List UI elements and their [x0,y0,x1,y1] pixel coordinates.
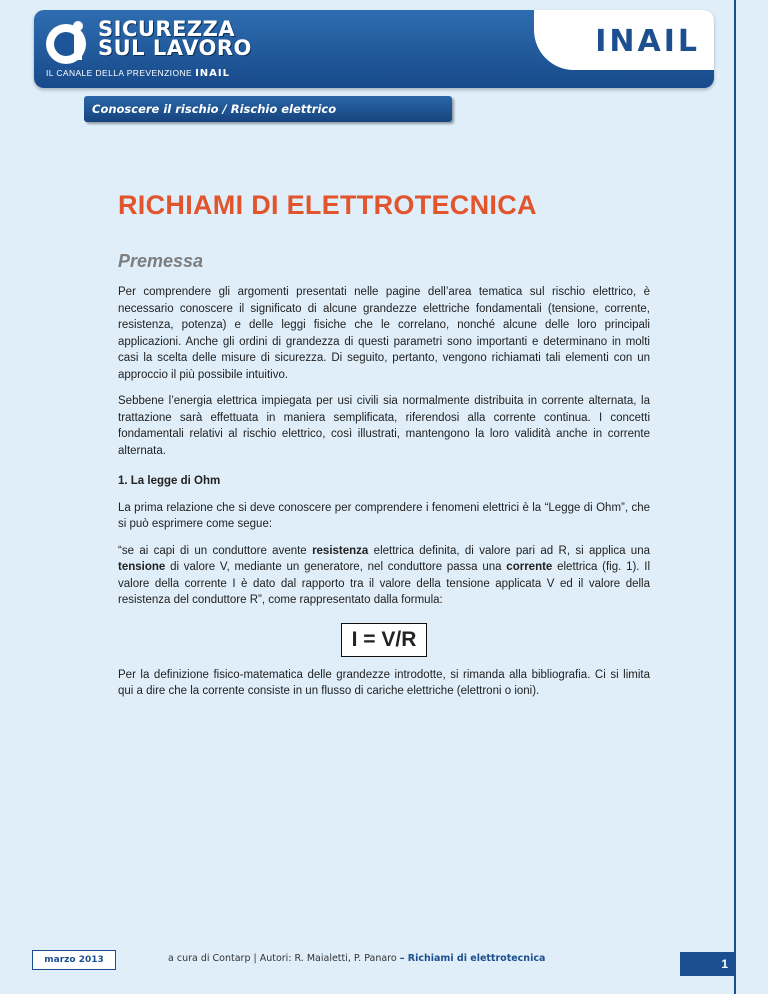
brand-panel [534,10,714,70]
paragraph-bibliografia: Per la definizione fisico-matematica delle grandezze introdotte, si rimanda alla bibliografia. Ci si limita qui a dire che la corrente consiste in un flusso di cariche elettriche (elettroni o ioni). [118,668,650,697]
inail-logo: INAIL [595,24,700,59]
page-border-line [734,0,736,994]
ohm-formula: I = V/R [341,623,428,657]
paragraph-definizione: “se ai capi di un conduttore avente resistenza elettrica definita, di valore pari ad R, si applica una tensione di valore V, mediante un generatore, nel conduttore passa una corrente elettrica (fig. 1). Il valore della corrente I è dato dal rapporto tra il valore della tensione applicata V ed il valore della resistenza del conduttore R”, come rappresentato dalla formula: [118,544,650,606]
section-subtitle: Premessa [118,251,204,271]
section-breadcrumb: Conoscere il rischio / Rischio elettrico [84,96,452,122]
footer-credits: a cura di Contarp | Autori: R. Maialetti, P. Panaro – Richiami di elettrotecnica [168,953,546,964]
footer-date: marzo 2013 [32,950,116,970]
page-title: RICHIAMI DI ELETTROTECNICA [118,190,537,220]
tagline: IL CANALE DELLA PREVENZIONE INAIL [46,68,230,79]
paragraph-legge-ohm-intro: La prima relazione che si deve conoscere per comprendere i fenomeni elettrici è la “Legge di Ohm”, che si può esprimere come segue: [118,501,650,530]
heading-legge-ohm: 1. La legge di Ohm [118,475,221,487]
page-number: 1 [680,952,734,976]
formula-container [118,623,650,657]
sicurezza-logo-icon [44,18,100,68]
header-banner [34,10,714,88]
site-logo-text: SICUREZZA SUL LAVORO [98,17,252,60]
main-content [118,190,650,700]
paragraph-intro: Per comprendere gli argomenti presentati nelle pagine dell’area tematica sul rischio elettrico, è necessario conoscere il significato di alcune grandezze elettriche fondamentali (tensione, corrente, resistenza, potenza) e delle leggi fisiche che le correlano, nonché alcune delle loro principali applicazioni. Anche gli ordini di grandezza di questi parametri sono importanti e determinano in molti casi la scelta delle misure di sicurezza. Di seguito, pertanto, vengono richiamati tali elementi con un approccio il più possibile intuitivo. [118,286,650,381]
paragraph-corrente: Sebbene l’energia elettrica impiegata per usi civili sia normalmente distribuita in corrente alternata, la trattazione sarà effettuata in maniera semplificata, riferendosi alla corrente continua. I concetti fondamentali relativi al rischio elettrico, così illustrati, mantengono la loro validità anche in corrente alternata. [118,395,650,457]
